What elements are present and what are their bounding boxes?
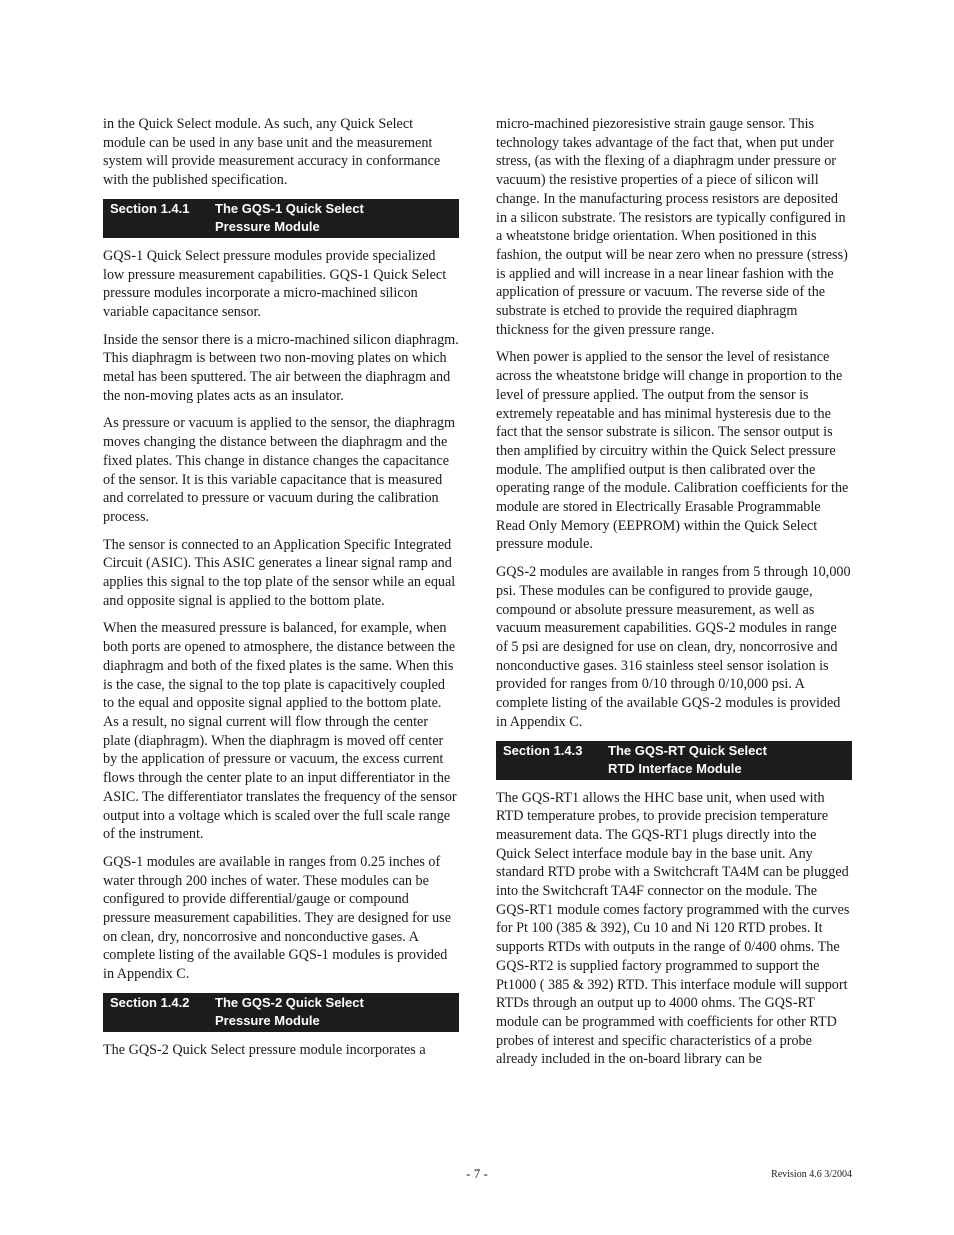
section-heading-1-4-3 (496, 741, 852, 780)
paragraph: Inside the sensor there is a micro-machined silicon diaphragm. This diaphragm is between two non-moving plates on which metal has been sputtered. The air between the diaphragm and the non-moving plates acts as an insulator. (103, 331, 459, 404)
paragraph: GQS-2 modules are available in ranges from 5 through 10,000 psi. These modules can be configured to provide gauge, compound or absolute pressure measurement, as well as vacuum measurement capabilities. GQS-2 modules in range of 5 psi are designed for use on clean, dry, noncorrosive and nonconductive gases. 316 stainless steel sensor isolation is provided for ranges from 0/10 through 0/10,000 psi. A complete listing of the available GQS-2 modules is provided in Appendix C. (496, 564, 851, 730)
left-column (103, 115, 459, 1069)
paragraph: GQS-1 Quick Select pressure modules provide specialized low pressure measurement capabilities. GQS-1 Quick Select pressure modules incorporate a micro-machined silicon variable capacitance sensor. (103, 247, 447, 320)
section-heading-1-4-2 (103, 993, 459, 1032)
section-heading-1-4-1 (103, 199, 459, 238)
section-number: Section 1.4.1 (110, 200, 190, 216)
paragraph: micro-machined piezoresistive strain gauge sensor. This technology takes advantage of the fact that, when put under stress, (as with the flexing of a diaphragm under pressure or vacuum) the resistive properties of a piece of silicon will change. In the manufacturing process resistors are deposited in a silicon substrate. The resistors are typically configured in a wheatstone bridge orientation. When positioned in this fashion, the output will be near zero when no pressure (stress) is applied and will increase in a near linear fashion with the application of pressure or vacuum. The reverse side of the substrate is etched to provide the required diaphragm thickness for the given pressure range. (496, 116, 848, 338)
section-title: The GQS-1 Quick Select Pressure Module (215, 200, 364, 235)
paragraph: When the measured pressure is balanced, for example, when both ports are opened to atmosphere, the distance between the diaphragm and both of the fixed plates is the same. When this is the case, the signal to the top plate is capacitively coupled to the equal and opposite signal applied to the bottom plate. As a result, no signal current will flow through the center plate (diaphragm). When the diaphragm is moved off center by the application of pressure or vacuum, the excess current flows through the center plate to an input differentiator in the ASIC. The differentiator translates the frequency of the sensor output into a voltage which is scaled over the full scale range of the instrument. (103, 620, 457, 843)
section-title: The GQS-RT Quick Select RTD Interface Module (608, 742, 767, 776)
paragraph: As pressure or vacuum is applied to the sensor, the diaphragm moves changing the distance between the diaphragm and the fixed plates. This change in distance changes the capacitance of the sensor. It is this variable capacitance that is measured and correlated to pressure or vacuum during the calibration process. (103, 415, 456, 525)
paragraph: in the Quick Select module. As such, any Quick Select module can be used in any base unit and the measurement system will provide measurement accuracy in conformance with the published specification. (103, 116, 441, 189)
page-number: - 7 - (466, 1166, 488, 1181)
section-number: Section 1.4.3 (503, 742, 583, 758)
paragraph: GQS-1 modules are available in ranges from 0.25 inches of water through 200 inches of water. These modules can be configured to provide differential/gauge or compound pressure measurement capabilities. They are designed for use on clean, dry, noncorrosive and nonconductive gases. A complete listing of the available GQS-1 modules is provided in Appendix C. (103, 853, 451, 983)
paragraph: When power is applied to the sensor the level of resistance across the wheatstone bridge will change in proportion to the level of pressure applied. The output from the sensor is extremely repeatable and has minimal hysteresis due to the fact that the sensor substrate is silicon. The sensor output is then amplified by circuitry within the Quick Select pressure module. The amplified output is then calibrated over the operating range of the module. Calibration coefficients for the module are stored in Electrically Erasable Programmable Read Only Memory (EEPROM) within the Quick Select pressure module. (496, 349, 849, 553)
section-title: The GQS-2 Quick Select Pressure Module (215, 994, 364, 1029)
paragraph: The sensor is connected to an Application Specific Integrated Circuit (ASIC). This ASIC generates a linear signal ramp and applies this signal to the top plate of the sensor while an equal and opposite signal is applied to the bottom plate. (103, 536, 456, 609)
paragraph: The GQS-2 Quick Select pressure module incorporates a (103, 1041, 426, 1058)
section-number: Section 1.4.2 (110, 994, 190, 1010)
revision-label: Revision 4.6 3/2004 (771, 1169, 852, 1180)
paragraph: The GQS-RT1 allows the HHC base unit, when used with RTD temperature probes, to provide precision temperature measurement data. The GQS-RT1 plugs directly into the Quick Select interface module bay in the base unit. Any standard RTD probe with a Switchcraft TA4M can be plugged into the Switchcraft TA4F connector on the module. The GQS-RT1 module comes factory programmed with the curves for Pt 100 (385 & 392), Cu 10 and Ni 120 RTD probes. It supports RTDs with outputs in the range of 0/400 ohms. The GQS-RT2 is supplied factory programmed to support the Pt1000 ( 385 & 392) RTD. This interface module will support RTDs through an output up to 4000 ohms. The GQS-RT module can be programmed with coefficients for other RTD probes of interest and specific characteristics of a probe already included in the on-board library can be (496, 789, 850, 1068)
right-column (496, 115, 852, 1078)
